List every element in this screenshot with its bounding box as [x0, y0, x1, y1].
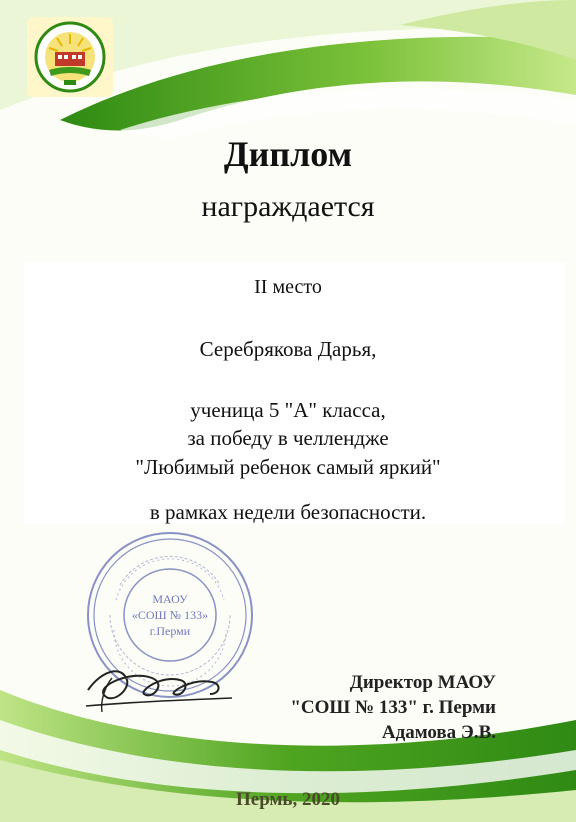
- seal-text-1: МАОУ: [152, 592, 188, 606]
- seal-text-2: «СОШ № 133»: [131, 608, 209, 622]
- diploma-title: Диплом: [223, 134, 353, 174]
- school-logo: [27, 17, 113, 97]
- school-emblem-icon: [31, 20, 109, 94]
- challenge-name: "Любимый ребенок самый яркий": [135, 455, 441, 479]
- award-reason: за победу в челлендже: [187, 426, 389, 450]
- city-year: Пермь, 2020: [236, 789, 340, 810]
- recipient-name: Серебрякова Дарья,: [199, 337, 377, 361]
- signatory-name: Адамова Э.В.: [381, 722, 496, 743]
- director-signature: [82, 650, 242, 720]
- signatory-school: "СОШ № 133" г. Перми: [290, 697, 496, 718]
- diploma-subtitle: награждается: [201, 190, 375, 223]
- seal-text-3: г.Перми: [149, 624, 191, 638]
- signatory-block: [290, 670, 496, 745]
- award-place: II место: [254, 276, 322, 298]
- recipient-class: ученица 5 "А" класса,: [190, 398, 386, 422]
- text-panel: [24, 262, 565, 524]
- event-context: в рамках недели безопасности.: [149, 500, 427, 524]
- signatory-position: Директор МАОУ: [349, 672, 496, 693]
